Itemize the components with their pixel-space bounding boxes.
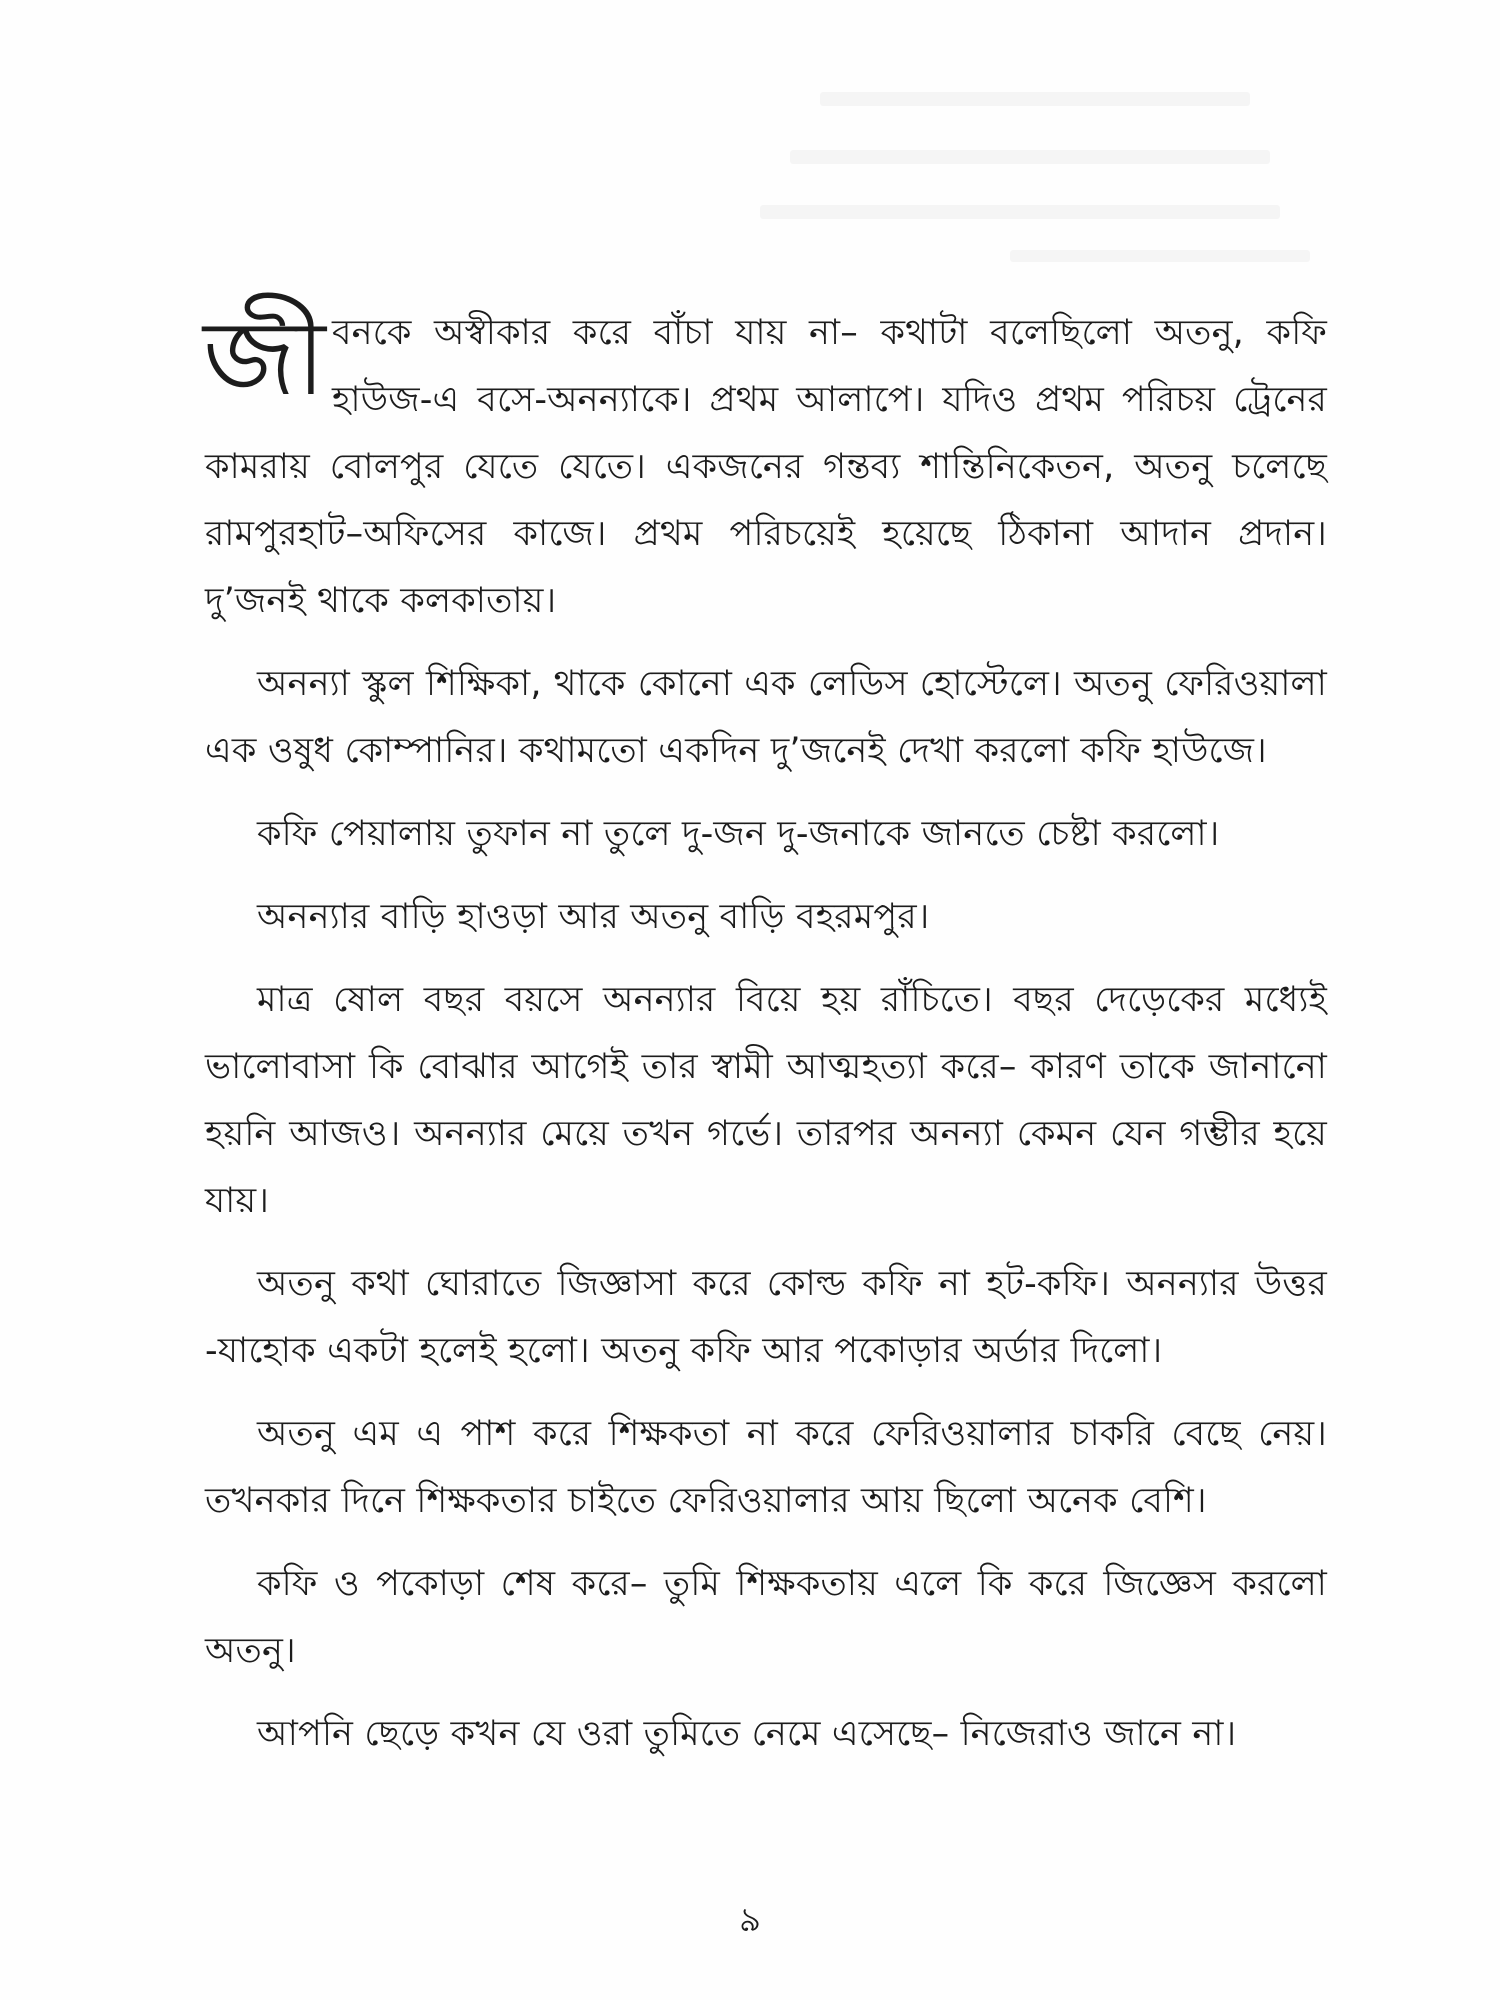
bleed-through-mark: [790, 150, 1270, 164]
bleed-through-mark: [820, 92, 1250, 106]
opening-paragraph-text: বনকে অস্বীকার করে বাঁচা যায় না– কথাটা বলেছিলো অতনু, কফি হাউজ-এ বসে-অনন্যাকে। প্রথম আলাপে। যদিও প্রথম পরিচয় ট্রেনের কামরায় বোলপুর যেতে যেতে। একজনের গন্তব্য শান্তিনিকেতন, অতনু চলেছে রামপুরহাট–অফিসের কাজে। প্রথম পরিচয়েই হয়েছে ঠিকানা আদান প্রদান। দু’জনই থাকে কলকাতায়।: [205, 313, 1327, 621]
paragraph: অতনু কথা ঘোরাতে জিজ্ঞাসা করে কোল্ড কফি না হট-কফি। অনন্যার উত্তর -যাহোক একটা হলেই হলো। অতনু কফি আর পকোড়ার অর্ডার দিলো।: [205, 1264, 1327, 1371]
bleed-through-mark: [760, 205, 1280, 219]
story-text: [203, 297, 1327, 1784]
drop-cap: জী: [203, 297, 326, 419]
paragraph: কফি পেয়ালায় তুফান না তুলে দু-জন দু-জনাকে জানতে চেষ্টা করলো।: [257, 814, 1220, 854]
paragraph: অনন্যা স্কুল শিক্ষিকা, থাকে কোনো এক লেডিস হোস্টেলে। অতনু ফেরিওয়ালা এক ওষুধ কোম্পানির। কথামতো একদিন দু’জনেই দেখা করলো কফি হাউজে।: [205, 664, 1327, 771]
bleed-through-mark: [1010, 250, 1310, 262]
paragraph: কফি ও পকোড়া শেষ করে– তুমি শিক্ষকতায় এলে কি করে জিজ্ঞেস করলো অতনু।: [205, 1564, 1327, 1671]
opening-paragraph: [203, 297, 1327, 635]
paragraph: অতনু এম এ পাশ করে শিক্ষকতা না করে ফেরিওয়ালার চাকরি বেছে নেয়। তখনকার দিনে শিক্ষকতার চাইতে ফেরিওয়ালার আয় ছিলো অনেক বেশি।: [205, 1414, 1327, 1521]
paragraph: অনন্যার বাড়ি হাওড়া আর অতনু বাড়ি বহরমপুর।: [257, 897, 930, 937]
paragraph: আপনি ছেড়ে কখন যে ওরা তুমিতে নেমে এসেছে– নিজেরাও জানে না।: [257, 1714, 1237, 1754]
page-number: ৯: [738, 1900, 762, 1940]
paragraph: মাত্র ষোল বছর বয়সে অনন্যার বিয়ে হয় রাঁচিতে। বছর দেড়েকের মধ্যেই ভালোবাসা কি বোঝার আগেই তার স্বামী আত্মহত্যা করে– কারণ তাকে জানানো হয়নি আজও। অনন্যার মেয়ে তখন গর্ভে। তারপর অনন্যা কেমন যেন গম্ভীর হয়ে যায়।: [205, 980, 1327, 1221]
